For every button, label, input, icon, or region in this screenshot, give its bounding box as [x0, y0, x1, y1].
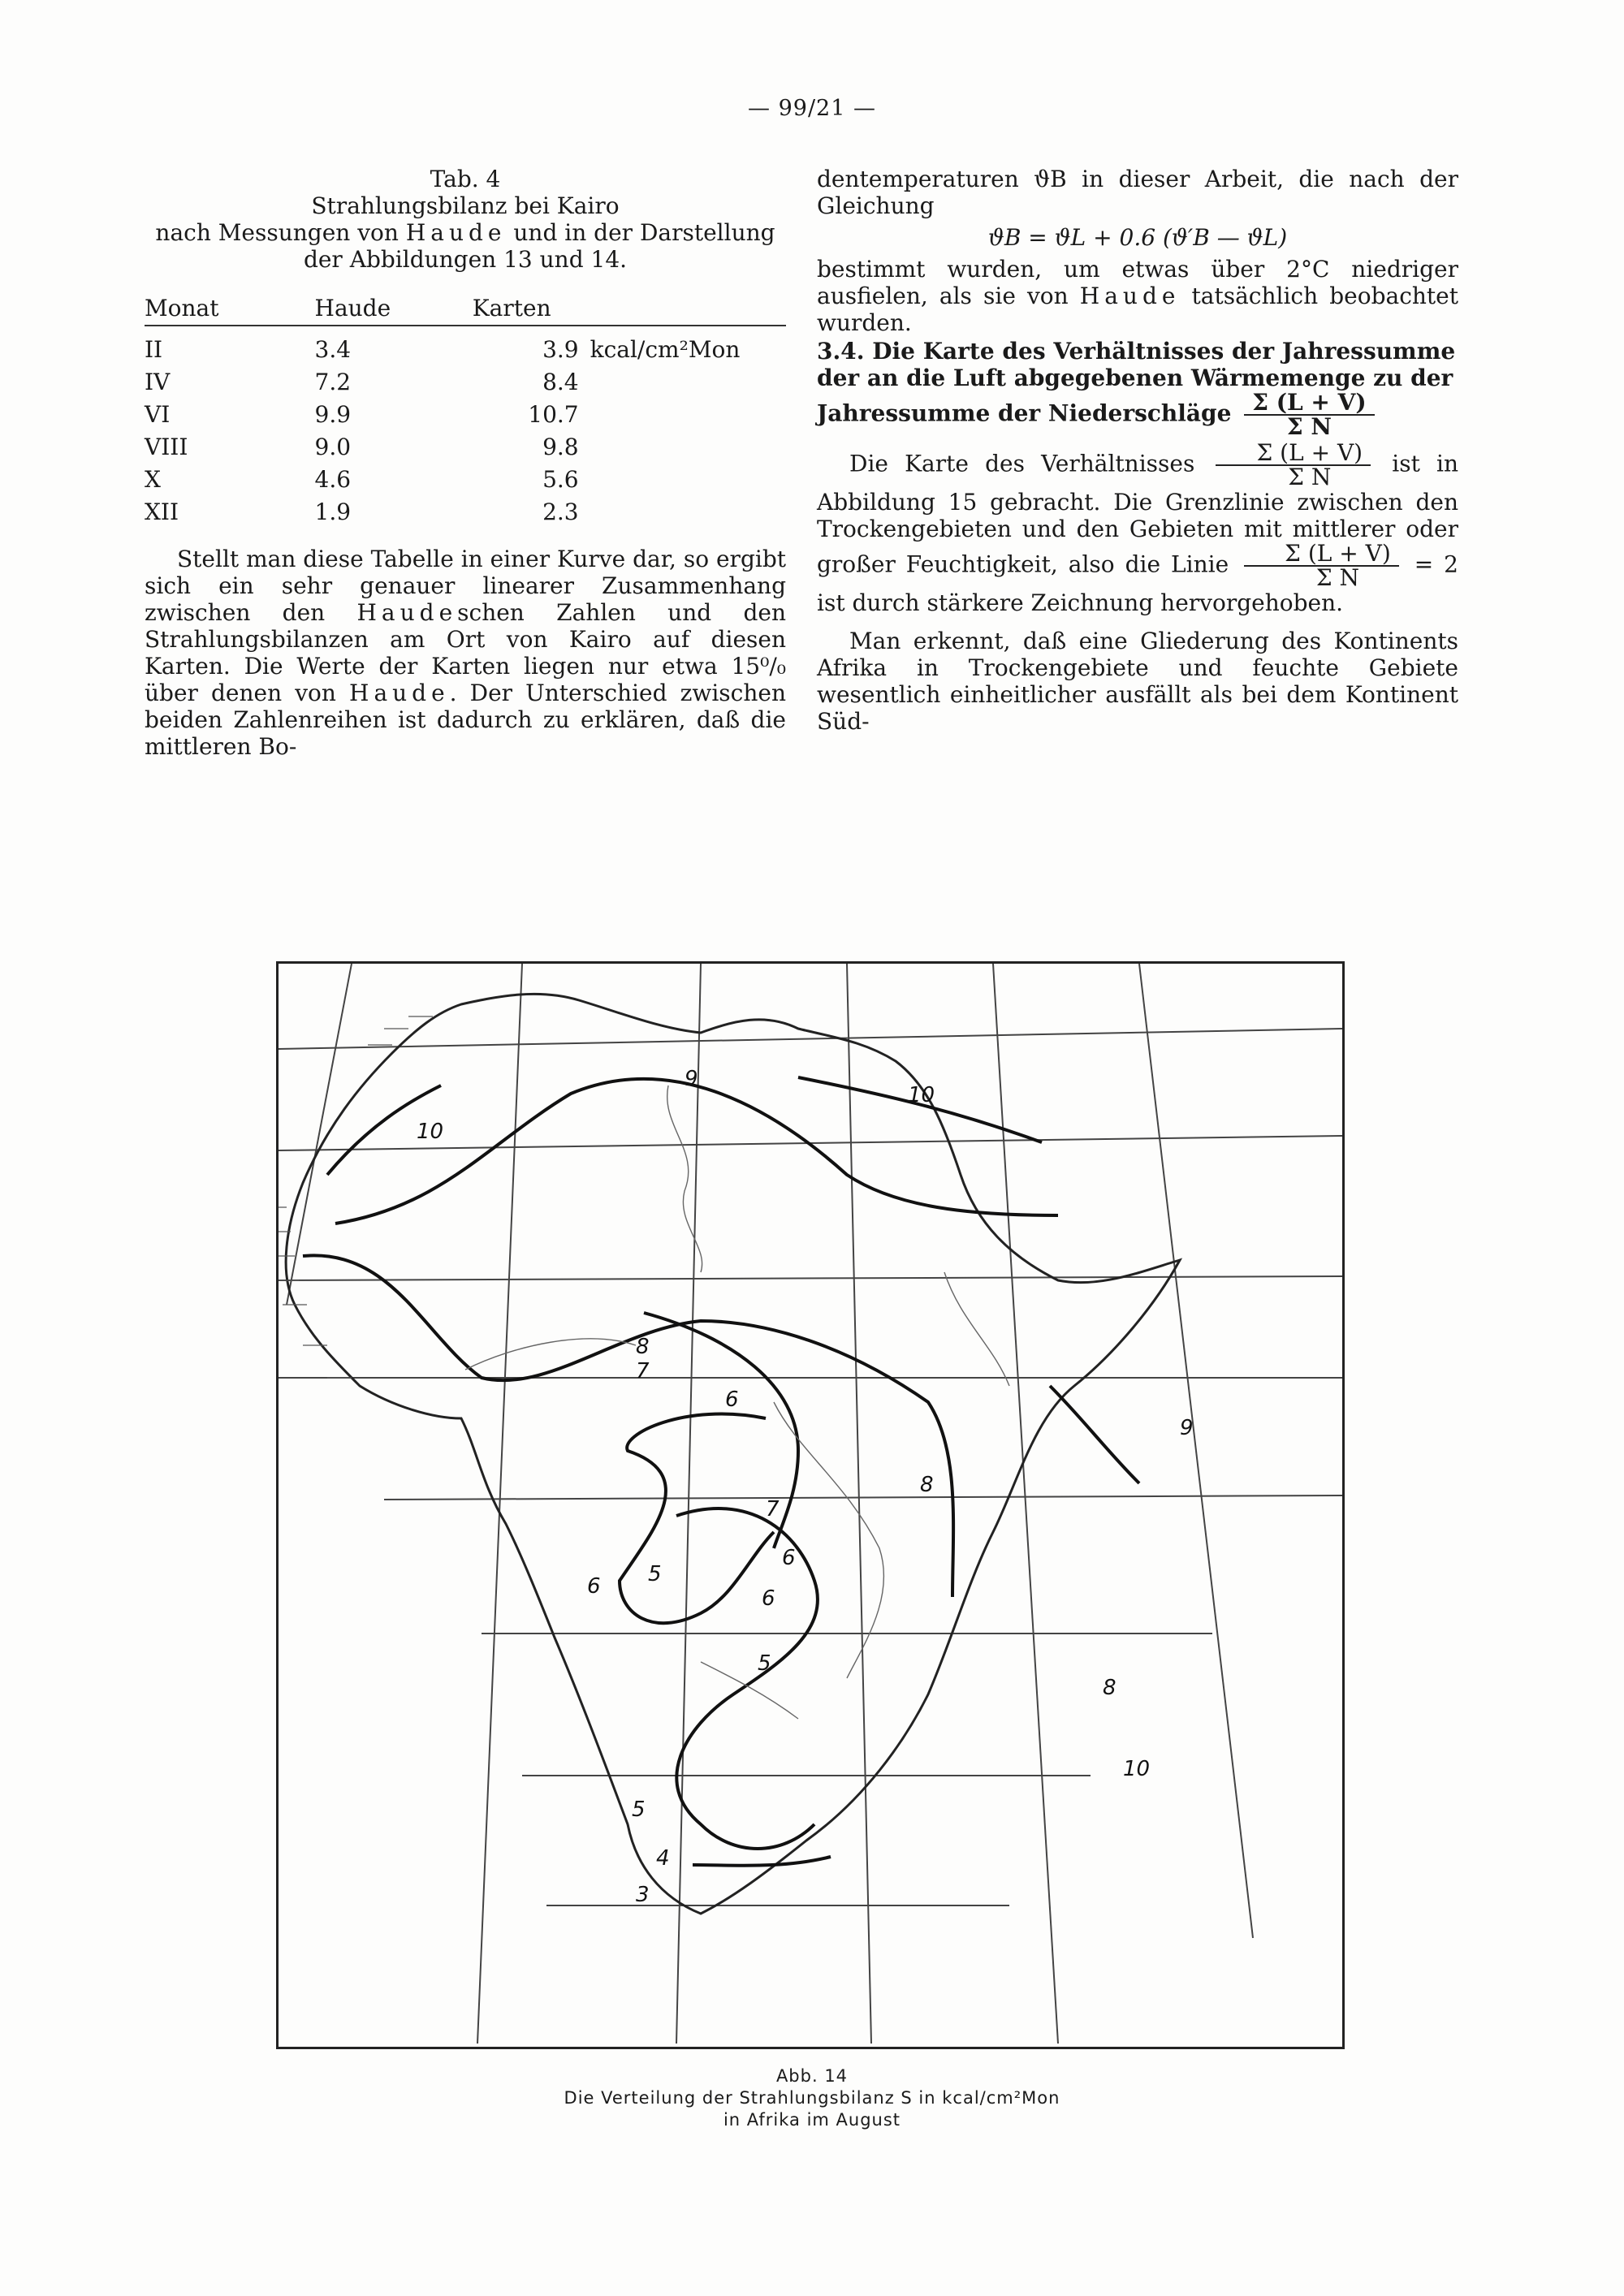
right-column	[817, 166, 1458, 735]
right-paragraph-1: dentemperaturen ϑB in dieser Arbeit, die nach der Gleichung	[817, 166, 1458, 219]
graticule-line	[993, 964, 1058, 2044]
isoline-label: 9	[685, 1067, 698, 1091]
river-line	[465, 1339, 636, 1370]
table-row	[145, 398, 786, 430]
figure-label: Abb. 14	[775, 2066, 849, 2086]
cell-empty	[590, 430, 786, 463]
isoline-8	[303, 1255, 953, 1597]
fraction-denominator: Σ N	[1286, 413, 1332, 440]
isoline-label: 10	[417, 1120, 444, 1144]
table-subtitle-line2: der Abbildungen 13 und 14.	[303, 246, 628, 273]
text-run: schen Zahlen und den Strahlungsbilanzen am Ort von Kairo auf diesen Karten. Die Werte der Karten liegen nur etwa 15⁰/₀ über denen von	[145, 599, 787, 706]
subtitle-pre: nach Messungen von	[155, 219, 399, 246]
graticule-line	[847, 964, 871, 2044]
header-haude: Haude	[242, 286, 437, 326]
figure-caption-line-2: in Afrika im August	[723, 2110, 901, 2130]
graticule-line	[287, 964, 352, 1305]
table-row	[145, 463, 786, 495]
header-month: Monat	[145, 286, 242, 326]
isoline-9-east	[1050, 1386, 1139, 1483]
left-paragraph	[145, 546, 786, 760]
isoline-5	[676, 1508, 818, 1849]
map-svg	[279, 964, 1342, 2047]
fraction-numerator: Σ (L + V)	[1244, 391, 1374, 416]
text-run: Stellt man diese Tabelle in einer Kurve dar, so ergibt sich ein sehr genauer linearer Zusammenhang zwischen den	[145, 546, 786, 626]
graticule-line	[384, 1495, 1342, 1500]
isoline-label: 8	[636, 1335, 650, 1359]
table-row	[145, 495, 786, 528]
isoline-label: 5	[648, 1562, 662, 1586]
isoline-label: 5	[632, 1798, 646, 1822]
graticule-line	[676, 964, 701, 2044]
text-run: bestimmt wurden, um etwas über 2°C niedriger ausfielen, als sie von	[817, 256, 1458, 309]
ratio-fraction	[1244, 391, 1374, 438]
cell-haude: 9.0	[314, 433, 352, 460]
right-paragraph-4: Man erkennt, daß eine Gliederung des Kontinents Afrika in Trockengebiete und feuchte Gebiete wesentlich einheitlicher ausfällt als bei dem Kontinent Süd-	[817, 628, 1458, 735]
isoline-4	[693, 1857, 831, 1866]
cell-karten: 2.3	[542, 498, 579, 525]
cell-month: VIII	[145, 433, 188, 460]
cell-haude: 4.6	[314, 465, 352, 493]
radiation-table	[145, 286, 786, 528]
table-subtitle	[145, 219, 786, 246]
isoline-labels	[417, 1067, 1194, 1907]
isoline-label: 10	[908, 1083, 935, 1107]
isoline-label: 6	[762, 1586, 775, 1611]
table-row	[145, 430, 786, 463]
isoline-label: 6	[587, 1574, 601, 1599]
cell-empty	[590, 365, 786, 398]
cell-karten: 8.4	[542, 368, 579, 395]
cell-karten: 5.6	[542, 465, 579, 493]
section-title: Die Karte des Verhältnisses der Jahressumme der an die Luft abgegebenen Wärmemenge zu der Jahressumme der Niederschläge	[817, 338, 1456, 427]
cell-unit: kcal/cm²Mon	[590, 335, 741, 363]
table-caption	[145, 166, 786, 273]
cell-haude: 7.2	[314, 368, 352, 395]
ratio-fraction	[1244, 542, 1399, 589]
cell-month: VI	[145, 400, 171, 428]
isoline-label: 6	[782, 1546, 796, 1570]
isoline-label: 10	[1123, 1757, 1151, 1781]
cell-month: II	[145, 335, 163, 363]
author-name: Haude	[349, 680, 450, 706]
soil-temperature-formula: ϑB = ϑL + 0.6 (ϑ′B — ϑL)	[987, 224, 1288, 251]
text-run: Die Karte des Verhältnisses	[849, 450, 1195, 477]
left-column	[145, 166, 786, 760]
isoline-label: 7	[636, 1359, 650, 1383]
right-paragraph-2	[817, 256, 1458, 336]
table-row	[145, 326, 786, 365]
cell-karten: 9.8	[542, 433, 579, 460]
text-run: stärkere Zeichnung hervorgehoben.	[926, 589, 1344, 616]
cell-month: IV	[145, 368, 171, 395]
text-run: = 2 ist durch	[817, 550, 1458, 616]
graticule-line	[477, 964, 522, 2044]
fraction-denominator: Σ N	[1315, 564, 1360, 591]
section-heading	[817, 338, 1458, 438]
page-number: — 99/21 —	[748, 96, 876, 121]
isoline-label: 3	[636, 1883, 650, 1907]
ratio-fraction	[1216, 439, 1371, 490]
hatch-mark	[368, 1016, 433, 1045]
cell-month: XII	[145, 498, 179, 525]
section-number: 3.4.	[817, 338, 865, 365]
cell-haude: 3.4	[314, 335, 352, 363]
author-name: Haude	[356, 599, 458, 626]
graticule-line	[279, 1276, 1342, 1280]
author-name: Haude	[405, 219, 507, 246]
fraction-denominator: Σ N	[1288, 464, 1332, 490]
isoline-label: 8	[1103, 1676, 1116, 1700]
isolines	[303, 1077, 1139, 1866]
terrain-line	[944, 1272, 1009, 1386]
header-unit-spacer	[590, 286, 786, 326]
isoline-label: 4	[656, 1846, 670, 1871]
river-line	[701, 1662, 798, 1719]
graticule-line	[1139, 964, 1253, 1938]
isoline-label: 6	[725, 1388, 739, 1412]
table-label: Tab. 4	[430, 166, 501, 192]
table-title: Strahlungsbilanz bei Kairo	[311, 192, 620, 219]
cell-empty	[590, 495, 786, 528]
cell-haude: 9.9	[314, 400, 352, 428]
table-header-row	[145, 286, 786, 326]
text-run: tatsächlich beobachtet wurden.	[817, 283, 1458, 336]
coast-hatching	[279, 1016, 433, 1378]
figure-caption-line-1: Die Verteilung der Strahlungsbilanz S in kcal/cm²Mon	[564, 2088, 1060, 2108]
text-run: . Der Unterschied zwischen beiden Zahlenreihen ist dadurch zu erklären, daß die mittleren Bo-	[145, 680, 786, 760]
fraction-numerator: Σ (L + V)	[1244, 542, 1399, 567]
cell-month: X	[145, 465, 161, 493]
isoline-label: 9	[1180, 1416, 1194, 1440]
isoline-6	[620, 1414, 774, 1624]
header-karten: Karten	[436, 286, 590, 326]
isoline-label: 7	[766, 1497, 780, 1521]
right-paragraph-3	[817, 439, 1458, 616]
cell-haude: 1.9	[314, 498, 352, 525]
cell-karten: 10.7	[528, 400, 579, 428]
isoline-label: 5	[758, 1651, 771, 1676]
figure-caption	[0, 2065, 1624, 2131]
table-row	[145, 365, 786, 398]
subtitle-post: und in der Darstellung	[513, 219, 775, 246]
author-name: Haude	[1079, 283, 1181, 309]
cell-empty	[590, 463, 786, 495]
africa-map	[276, 961, 1345, 2049]
isoline-label: 8	[920, 1473, 934, 1497]
text-run: ist in Abbildung 15 gebracht. Die Grenzlinie zwischen den Trockengebieten und den Gebieten mit mittlerer oder großer Feuchtigkeit, also die Linie	[817, 450, 1458, 578]
cell-karten: 3.9	[542, 335, 579, 363]
fraction-numerator: Σ (L + V)	[1216, 442, 1371, 466]
cell-empty	[590, 398, 786, 430]
